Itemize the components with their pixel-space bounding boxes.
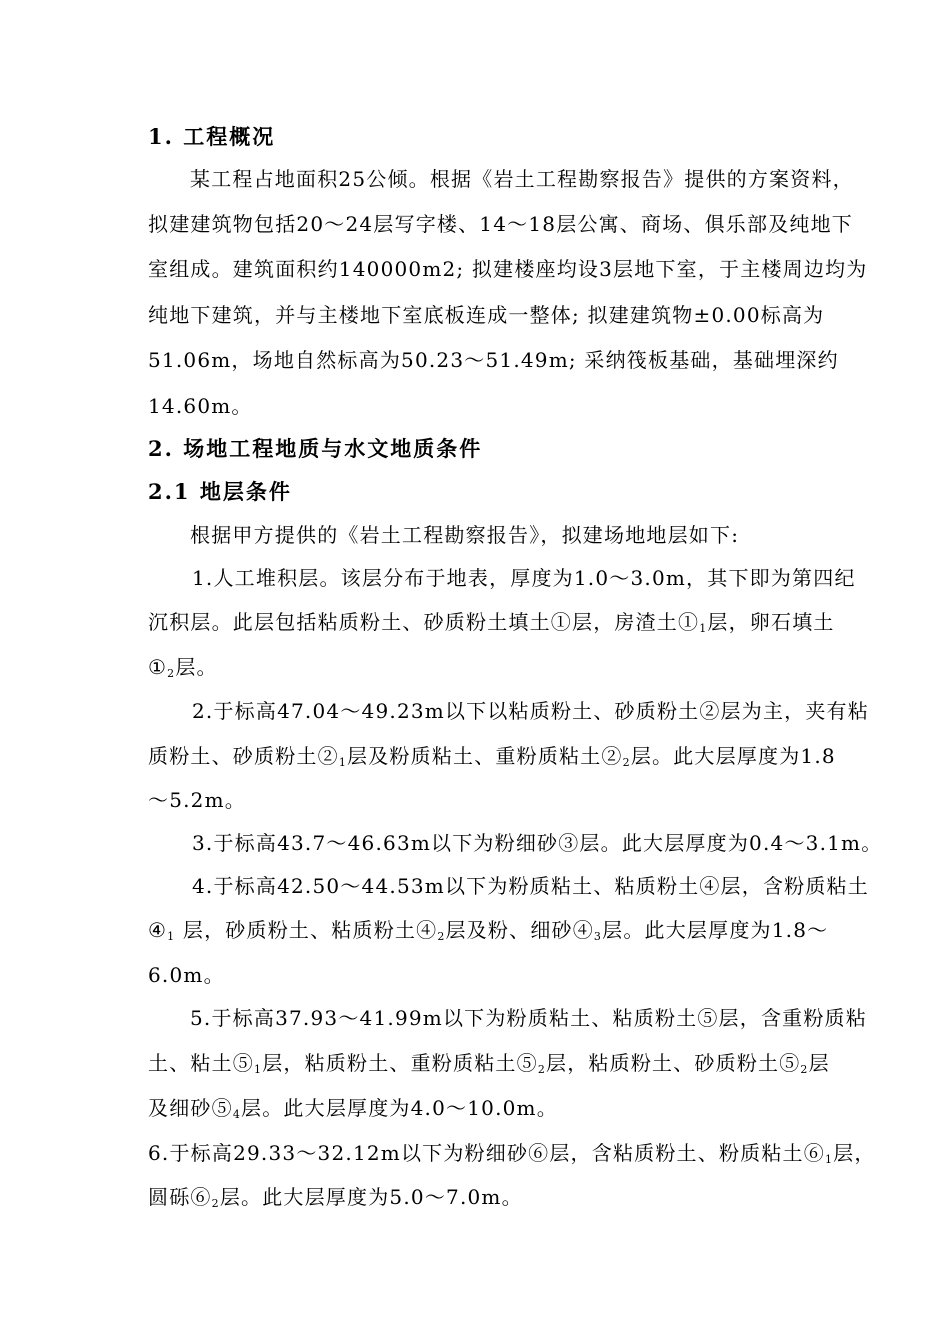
paragraph-line: 室组成。建筑面积约140000m2; 拟建楼座均设3层地下室，于主楼周边均为 [148, 257, 868, 281]
paragraph-line: 纯地下建筑，并与主楼地下室底板连成一整体; 拟建建筑物±0.00标高为 [148, 303, 825, 327]
list-item-line: $④_1$ 层，砂质粉土、粘质粉土$④_2$层及粉、细砂$④_3$层。此大层厚度为1.8～ [148, 918, 829, 943]
paragraph-line: 拟建建筑物包括20～24层写字楼、14～18层公寓、商场、俱乐部及纯地下 [148, 212, 853, 236]
list-item-line: 1.人工堆积层。该层分布于地表，厚度为1.0～3.0m，其下即为第四纪 [192, 566, 856, 590]
list-item-line: 3.于标高43.7～46.63m以下为粉细砂③层。此大层厚度为0.4～3.1m。 [192, 831, 883, 855]
list-item-line: 质粉土、砂质粉土$②_1$层及粉质粘土、重粉质粘土$②_2$层。此大层厚度为1.8 [148, 744, 836, 769]
section-heading-2: 2. 场地工程地质与水文地质条件 [148, 436, 483, 461]
paragraph-line: 某工程占地面积25公倾。根据《岩土工程勘察报告》提供的方案资料， [190, 167, 854, 191]
paragraph-line: 14.60m。 [148, 394, 253, 418]
list-item-line: 及细砂$⑤_4$层。此大层厚度为4.0～10.0m。 [148, 1096, 558, 1121]
paragraph-line: 51.06m，场地自然标高为50.23～51.49m; 采纳筏板基础，基础埋深约 [148, 348, 839, 372]
list-item-line: 圆砾$⑥_2$层。此大层厚度为5.0～7.0m。 [148, 1185, 523, 1210]
section-heading-1: 1. 工程概况 [148, 124, 276, 149]
list-item-line: $①_2$层。 [148, 655, 218, 680]
list-item-line: 2.于标高47.04～49.23m以下以粘质粉土、砂质粉土②层为主，夹有粘 [192, 699, 869, 723]
list-item-line: 沉积层。此层包括粘质粉土、砂质粉土填土①层，房渣土$①_1$层，卵石填土 [148, 610, 835, 635]
list-item-line: 土、粘土$⑤_1$层，粘质粉土、重粉质粘土$⑤_2$层，粘质粉土、砂质粉土$⑤_2$层 [148, 1051, 830, 1076]
intro-line: 根据甲方提供的《岩土工程勘察报告》，拟建场地地层如下: [190, 523, 740, 547]
list-item-line: 6.于标高29.33～32.12m以下为粉细砂⑥层，含粘质粉土、粉质粘土$⑥_1$层， [148, 1141, 876, 1166]
list-item-line: ～5.2m。 [148, 788, 246, 812]
list-item-line: 4.于标高42.50～44.53m以下为粉质粘土、粘质粉土④层，含粉质粘土 [192, 874, 869, 898]
subsection-heading-2-1: 2.1 地层条件 [148, 479, 292, 504]
list-item-line: 6.0m。 [148, 963, 225, 987]
list-item-line: 5.于标高37.93～41.99m以下为粉质粘土、粘质粉土⑤层，含重粉质粘 [190, 1006, 867, 1030]
